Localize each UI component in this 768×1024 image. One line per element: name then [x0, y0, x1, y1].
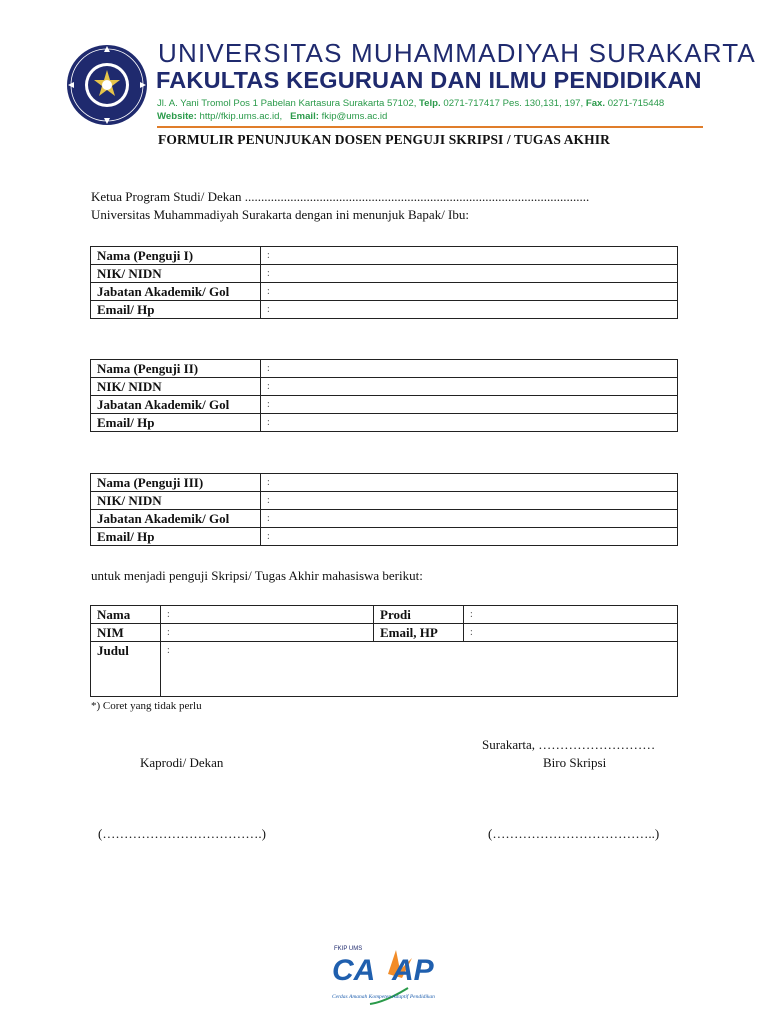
judul-value[interactable]: :: [161, 642, 678, 697]
table-row: [91, 474, 678, 492]
university-name: UNIVERSITAS MUHAMMADIYAH SURAKARTA: [158, 38, 756, 68]
table-row: [91, 247, 678, 265]
email-hp-label: Email, HP: [374, 624, 464, 642]
strike-note: *) Coret yang tidak perlu: [91, 700, 202, 712]
field-value[interactable]: :: [261, 396, 678, 414]
field-label: NIK/ NIDN: [91, 378, 261, 396]
sign-left-line: (……………………………….): [98, 826, 266, 841]
cakap-small: FKIP UMS: [334, 946, 363, 952]
field-label: Nama (Penguji I): [91, 247, 261, 265]
telp-label: Telp.: [419, 98, 441, 109]
examiner-table-1: [90, 246, 678, 319]
field-label: Email/ Hp: [91, 414, 261, 432]
field-label: Email/ Hp: [91, 301, 261, 319]
cakap-main-left: CA: [332, 954, 376, 987]
field-value[interactable]: :: [261, 301, 678, 319]
prodi-value[interactable]: :: [464, 606, 678, 624]
telp-value: 0271-717417 Pes. 130,131, 197,: [443, 98, 584, 109]
cakap-logo: [330, 944, 440, 1016]
table-row: [91, 301, 678, 319]
intro-line-1: Ketua Program Studi/ Dekan ..........................................................................................................: [91, 189, 590, 204]
field-value[interactable]: :: [261, 360, 678, 378]
field-value[interactable]: :: [261, 492, 678, 510]
table-row: [91, 624, 678, 642]
faculty-name: FAKULTAS KEGURUAN DAN ILMU PENDIDIKAN: [156, 67, 702, 93]
place-date: Surakarta, ………………………: [482, 737, 656, 752]
fax-label: Fax.: [585, 98, 606, 109]
table-row: [91, 265, 678, 283]
email-hp-value[interactable]: :: [464, 624, 678, 642]
table-row: [91, 378, 678, 396]
field-value[interactable]: :: [261, 247, 678, 265]
field-label: Nama (Penguji III): [91, 474, 261, 492]
examiner-table-3: [90, 473, 678, 546]
contact-line: [157, 111, 387, 122]
field-value[interactable]: :: [261, 265, 678, 283]
nama-label: Nama: [91, 606, 161, 624]
address-text: Jl. A. Yani Tromol Pos 1 Pabelan Kartasura Surakarta 57102,: [157, 98, 417, 109]
website-label: Website:: [157, 111, 197, 122]
address-line: [157, 98, 664, 109]
field-label: Jabatan Akademik/ Gol: [91, 510, 261, 528]
email-label: Email:: [290, 111, 319, 122]
fax-value: 0271-715448: [607, 98, 665, 109]
field-label: Jabatan Akademik/ Gol: [91, 396, 261, 414]
field-label: Email/ Hp: [91, 528, 261, 546]
sign-left-role: Kaprodi/ Dekan: [140, 755, 224, 770]
field-label: Nama (Penguji II): [91, 360, 261, 378]
field-value[interactable]: :: [261, 378, 678, 396]
email-link[interactable]: fkip@ums.ac.id: [321, 111, 388, 122]
cakap-main-right: AP: [392, 954, 434, 987]
table-row: [91, 396, 678, 414]
table-row: [91, 642, 678, 697]
cakap-tagline: Cerdas Amanah Kompeten Adaptif Pendidikan: [332, 994, 435, 1000]
table-row: [91, 414, 678, 432]
sign-right-line: (………………………………..): [488, 826, 660, 841]
form-title: FORMULIR PENUNJUKAN DOSEN PENGUJI SKRIPSI / TUGAS AKHIR: [158, 132, 610, 147]
nim-label: NIM: [91, 624, 161, 642]
prodi-label: Prodi: [374, 606, 464, 624]
field-value[interactable]: :: [261, 283, 678, 301]
table-row: [91, 360, 678, 378]
field-label: NIK/ NIDN: [91, 492, 261, 510]
examiner-table-2: [90, 359, 678, 432]
student-table: [90, 605, 678, 697]
judul-label: Judul: [91, 642, 161, 697]
nama-value[interactable]: :: [161, 606, 374, 624]
nim-value[interactable]: :: [161, 624, 374, 642]
table-row: [91, 606, 678, 624]
field-value[interactable]: :: [261, 474, 678, 492]
intro-line-2: Universitas Muhammadiyah Surakarta dengan ini menunjuk Bapak/ Ibu:: [91, 207, 469, 222]
field-value[interactable]: :: [261, 414, 678, 432]
sign-right-role: Biro Skripsi: [543, 755, 607, 770]
student-intro: untuk menjadi penguji Skripsi/ Tugas Akhir mahasiswa berikut:: [91, 568, 423, 583]
website-link[interactable]: http//fkip.ums.ac.id,: [199, 111, 283, 122]
table-row: [91, 492, 678, 510]
field-label: Jabatan Akademik/ Gol: [91, 283, 261, 301]
field-label: NIK/ NIDN: [91, 265, 261, 283]
table-row: [91, 283, 678, 301]
table-row: [91, 528, 678, 546]
header-divider: [157, 126, 703, 128]
table-row: [91, 510, 678, 528]
field-value[interactable]: :: [261, 510, 678, 528]
field-value[interactable]: :: [261, 528, 678, 546]
university-seal-logo: [66, 44, 148, 126]
